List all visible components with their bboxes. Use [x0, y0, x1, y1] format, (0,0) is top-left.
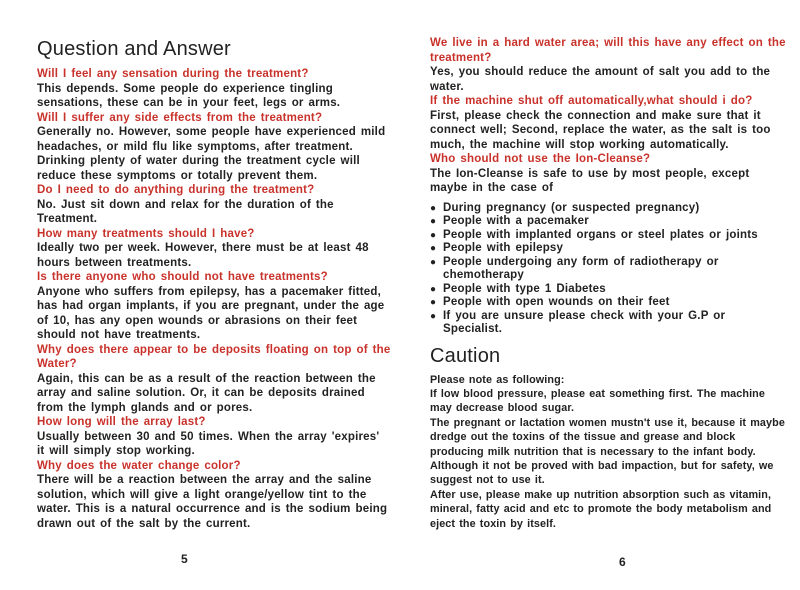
list-item [430, 256, 787, 283]
answer-text: Yes, you should reduce the amount of salt you add to the water. [430, 66, 771, 93]
answer-text: First, please check the connection and make sure that it connect well; Second, replace the water, as the salt is too much, the machine will stop working automatically. [430, 109, 771, 151]
question-text: We live in a hard water area; will this have any effect on the treatment? [430, 37, 786, 64]
qa-block [37, 67, 391, 111]
answer-text: There will be a reaction between the array and the saline solution, which will give a light orange/yellow tint to the water. This is a natural occurrence and is the sodium being drawn out of the salt by the current. [37, 474, 388, 530]
caution-paragraph: After use, please make up nutrition absorption such as vitamin, mineral, fatty acid and etc to promote the body metabolism and eject the toxin by itself. [430, 488, 772, 530]
list-item-label: People with a pacemaker [443, 215, 589, 227]
question-text: Will I feel any sensation during the treatment? [37, 68, 309, 80]
qa-block [37, 227, 391, 271]
answer-text: Again, this can be as a result of the reaction between the array and saline solution. Or, it can be deposits drained from the lymph glands and or pores. [37, 372, 376, 414]
question-text: How long will the array last? [37, 416, 206, 428]
caution-paragraph: Please note as following: [430, 373, 565, 386]
question-text: If the machine shut off automatically,what should i do? [430, 95, 753, 107]
page-left [37, 38, 391, 531]
answer-text: No. Just sit down and relax for the duration of the Treatment. [37, 198, 334, 225]
list-item [430, 215, 787, 229]
qa-block [37, 111, 391, 184]
bullet-icon: ● [430, 202, 437, 214]
list-item-label: People with implanted organs or steel plates or joints [443, 228, 758, 241]
list-item [430, 296, 787, 310]
list-item [430, 242, 787, 256]
page-number-left: 5 [181, 552, 188, 566]
bullet-icon: ● [430, 216, 437, 227]
list-item-label: People with type 1 Diabetes [443, 282, 606, 295]
list-item-label: During pregnancy (or suspected pregnancy) [443, 201, 700, 214]
qa-block [37, 343, 391, 416]
question-text: Why does there appear to be deposits floating on top of the Water? [37, 343, 391, 370]
caution-paragraph: The pregnant or lactation women mustn't use it, because it maybe dredge out the toxins of the tissue and grease and block producing milk nutrition that is necessary to the infant body. Although it not be proved with bad impaction, but for safety, we suggest not to use it. [430, 416, 785, 487]
page-number-right: 6 [619, 555, 626, 569]
qa-block [430, 36, 787, 94]
caution-title: Caution [430, 344, 501, 367]
qa-block [37, 270, 391, 343]
qa-block [37, 183, 391, 227]
answer-text: Anyone who suffers from epilepsy, has a pacemaker fitted, has had organ implants, if you are pregnant, under the age of 10, has any open wounds or abrasions on their feet should not have treatments. [37, 285, 385, 341]
answer-text: Usually between 30 and 50 times. When the array 'expires' it will simply stop working. [37, 430, 380, 457]
answer-text: This depends. Some people do experience tingling sensations, these can be in your feet, legs or arms. [37, 82, 341, 109]
page-title: Question and Answer [37, 38, 231, 60]
list-item-label: People undergoing any form of radiotherapy or chemotherapy [443, 255, 719, 281]
question-text: Who should not use the Ion-Cleanse? [430, 153, 651, 165]
answer-text: The Ion-Cleanse is safe to use by most people, except maybe in the case of [430, 167, 750, 194]
list-item [430, 283, 787, 297]
question-text: How many treatments should I have? [37, 227, 255, 240]
bullet-icon: ● [430, 256, 437, 268]
question-text: Why does the water change color? [37, 459, 241, 472]
answer-text: Generally no. However, some people have experienced mild headaches, or mild flu like symptoms, after treatment. Drinking plenty of water during the treatment cycle will reduce these symptoms or totally prevent them. [37, 126, 386, 182]
qa-block [37, 459, 391, 532]
bullet-icon: ● [430, 283, 437, 295]
list-item-label: People with epilepsy [443, 242, 564, 254]
bullet-icon: ● [430, 243, 437, 254]
qa-block [430, 152, 787, 196]
question-text: Do I need to do anything during the treatment? [37, 184, 315, 196]
bullet-icon: ● [430, 310, 437, 322]
page-right [430, 36, 787, 531]
question-text: Is there anyone who should not have treatments? [37, 271, 328, 283]
qa-block [430, 94, 787, 152]
question-text: Will I suffer any side effects from the treatment? [37, 111, 323, 124]
qa-block [37, 415, 391, 459]
list-item-label: If you are unsure please check with your G.P or Specialist. [443, 309, 726, 335]
list-item [430, 202, 787, 216]
bullet-icon: ● [430, 297, 437, 308]
list-item [430, 310, 787, 337]
contraindication-list [430, 202, 787, 337]
bullet-icon: ● [430, 229, 437, 241]
answer-text: Ideally two per week. However, there must be at least 48 hours between treatments. [37, 242, 369, 269]
list-item [430, 229, 787, 243]
list-item-label: People with open wounds on their feet [443, 296, 670, 308]
caution-paragraph: If low blood pressure, please eat something first. The machine may decrease blood sugar. [430, 387, 765, 415]
